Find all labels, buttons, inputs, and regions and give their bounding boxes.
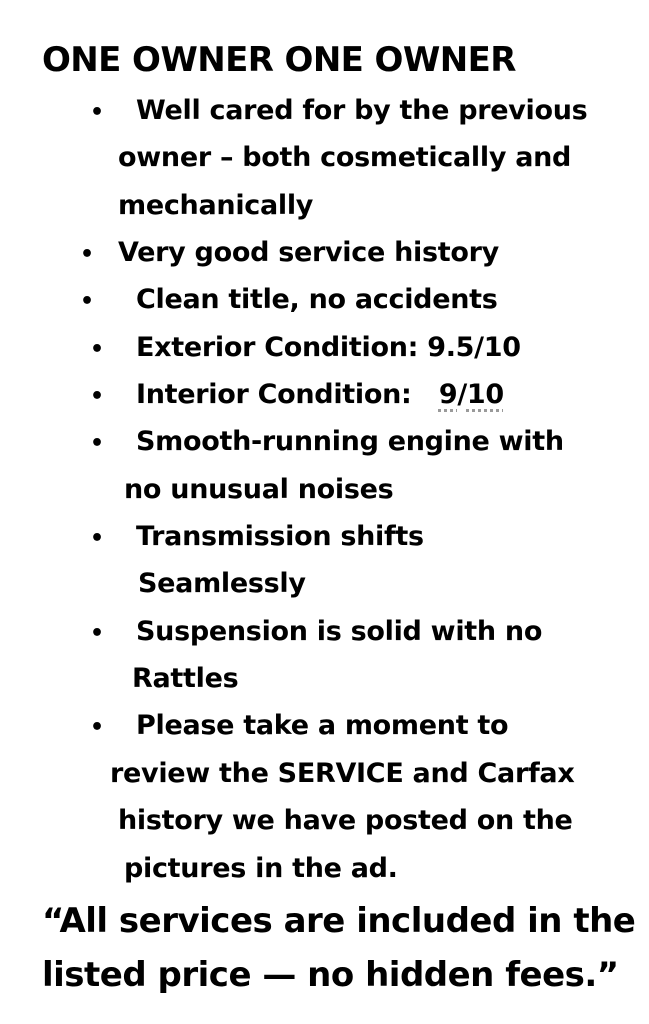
list-item-line: Exterior Condition: 9.5/10 — [136, 332, 521, 363]
bullet-marker: • — [90, 431, 105, 456]
bullet-marker: • — [90, 526, 105, 551]
interior-rating-number: 9 — [438, 379, 458, 410]
list-item-line: Well cared for by the previous — [136, 95, 588, 126]
list-item-line — [136, 378, 504, 412]
bullet-marker: • — [90, 715, 105, 740]
page-title: ONE OWNER ONE OWNER — [42, 40, 516, 80]
interior-rating-denominator: 10 — [466, 379, 504, 410]
list-item-line: Clean title, no accidents — [136, 284, 498, 315]
list-item-line: review the SERVICE and Carfax — [110, 758, 575, 789]
list-item-line: Rattles — [132, 663, 239, 694]
list-item-line: pictures in the ad. — [124, 853, 398, 884]
footer-quote-line: listed price — no hidden fees.” — [42, 955, 619, 995]
list-item-line: Very good service history — [118, 237, 499, 268]
bullet-marker: • — [90, 337, 105, 362]
list-item-line: Please take a moment to — [136, 710, 509, 741]
bullet-marker: • — [80, 242, 95, 267]
list-item-line: Seamlessly — [138, 568, 306, 599]
list-item-line: history we have posted on the — [118, 805, 573, 836]
list-item-line: Smooth-running engine with — [136, 426, 564, 457]
interior-rating-separator: / — [457, 379, 467, 410]
footer-quote-line: “All services are included in the — [42, 901, 636, 941]
bullet-marker: • — [90, 100, 105, 125]
list-item-line: owner – both cosmetically and — [118, 142, 572, 173]
bullet-marker: • — [90, 384, 105, 409]
bullet-marker: • — [80, 289, 95, 314]
bullet-marker: • — [90, 621, 105, 646]
list-item-line: mechanically — [118, 190, 314, 221]
interior-condition-label: Interior Condition: — [136, 379, 412, 410]
list-item-line: Suspension is solid with no — [136, 616, 543, 647]
list-item-line: no unusual noises — [124, 474, 394, 505]
list-item-line: Transmission shifts — [136, 521, 424, 552]
